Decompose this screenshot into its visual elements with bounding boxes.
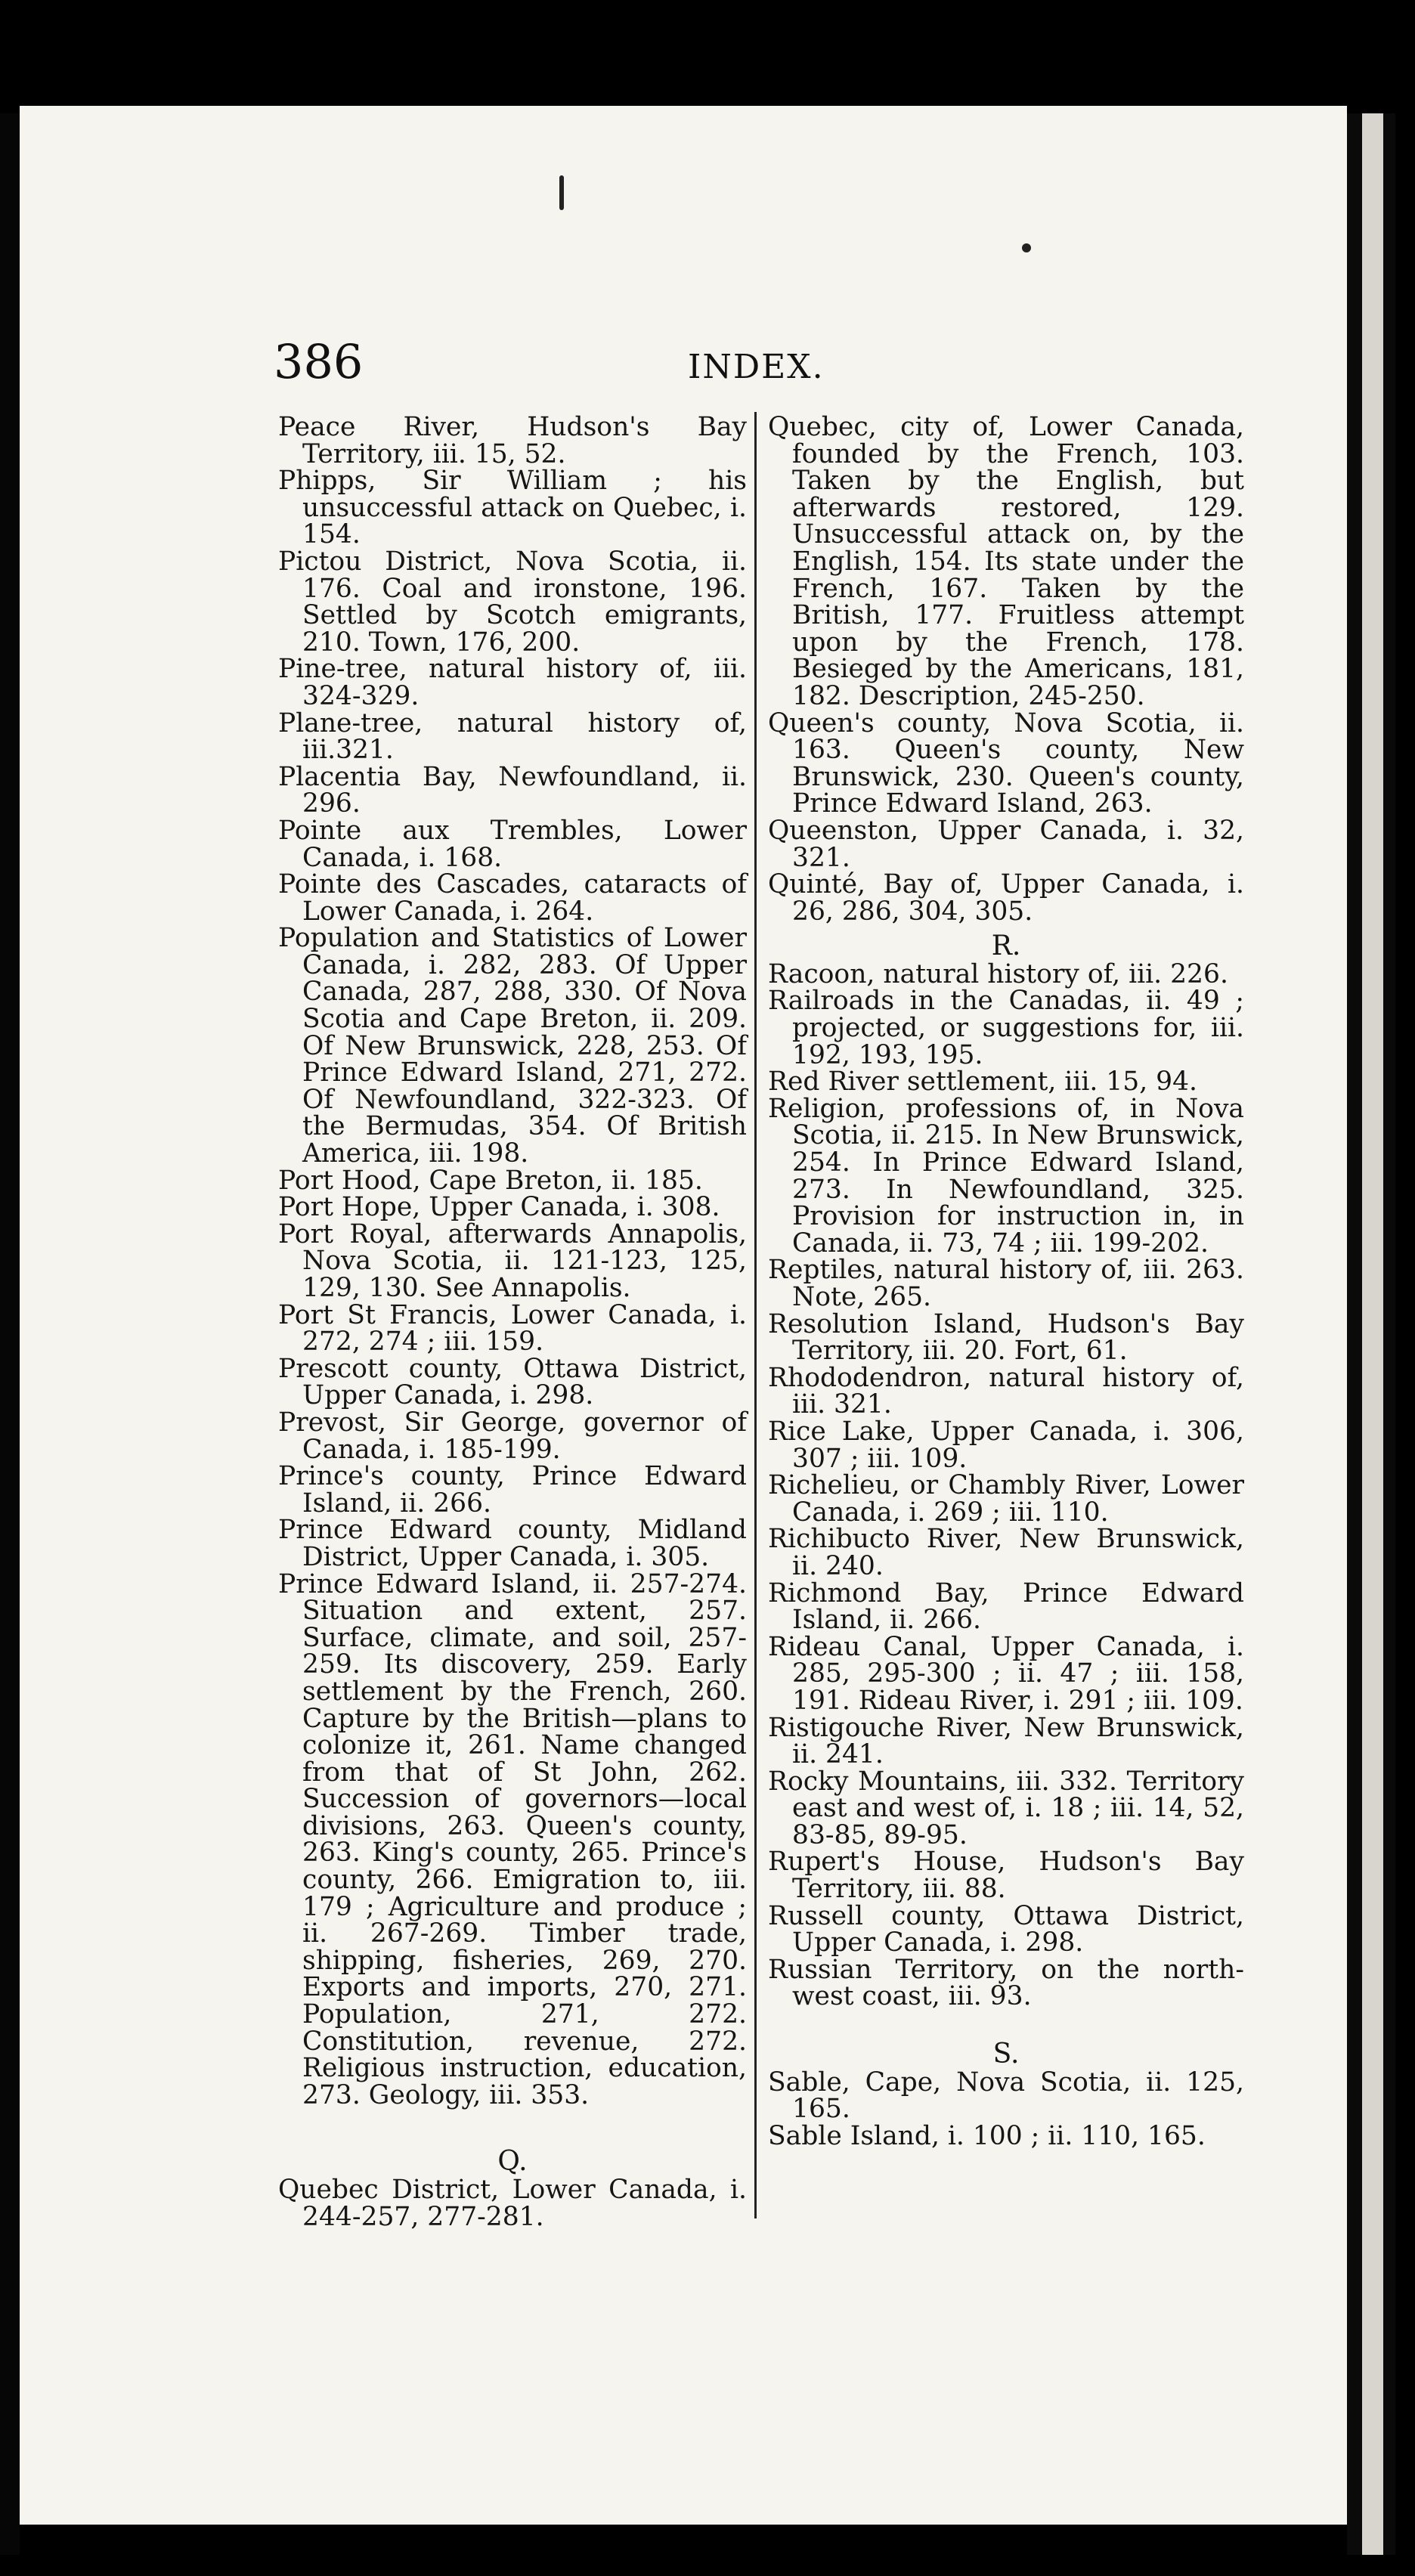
index-entry: Port Hope, Upper Canada, i. 308. — [278, 1192, 720, 1223]
left-column — [278, 414, 747, 2231]
index-entry: Prince Edward county, Midland District, Upper Canada, i. 305. — [278, 1515, 747, 1572]
section-letter-s: S. — [992, 2039, 1020, 2070]
index-entry: Queen's county, Nova Scotia, ii. 163. Queen's county, New Brunswick, 230. Queen's county, Prince Edward Island, 263. — [768, 707, 1244, 819]
index-entry: Ristigouche River, New Brunswick, ii. 241. — [768, 1712, 1244, 1770]
index-entry: Peace River, Hudson's Bay Territory, iii. 15, 52. — [278, 412, 747, 469]
running-head: INDEX. — [688, 348, 825, 386]
right-entries — [768, 414, 1244, 925]
index-entry: Queenston, Upper Canada, i. 32, 321. — [768, 815, 1244, 873]
index-entry: Racoon, natural history of, iii. 226. — [768, 958, 1228, 989]
index-entry: Pine-tree, natural history of, iii. 324-329. — [278, 654, 747, 711]
section-letter-q: Q. — [497, 2146, 528, 2178]
index-entry: Port St Francis, Lower Canada, i. 272, 274 ; iii. 159. — [278, 1299, 747, 1358]
left-film-border — [0, 113, 20, 2555]
index-entry: Sable Island, i. 100 ; ii. 110, 165. — [768, 2120, 1206, 2151]
column-divider — [754, 412, 757, 2218]
right-film-border — [1347, 113, 1395, 2555]
index-entry: Placentia Bay, Newfoundland, ii. 296. — [278, 761, 747, 819]
index-entry: Richibucto River, New Brunswick, ii. 240. — [768, 1524, 1244, 1581]
index-entry: Quebec District, Lower Canada, i. 244-257, 277-281. — [278, 2175, 747, 2232]
index-entry: Port Royal, afterwards Annapolis, Nova Scotia, ii. 121-123, 125, 129, 130. See Annapolis. — [278, 1218, 747, 1303]
right-column — [768, 414, 1244, 2150]
index-entry: Rhododendron, natural history of, iii. 321. — [768, 1362, 1244, 1420]
index-entry: Prevost, Sir George, governor of Canada, i. 185-199. — [278, 1407, 747, 1465]
index-entry: Port Hood, Cape Breton, ii. 185. — [278, 1165, 703, 1196]
left-entries — [278, 414, 747, 2109]
scan-speck — [559, 175, 564, 210]
index-entry: Pointe aux Trembles, Lower Canada, i. 168. — [278, 815, 747, 873]
index-entry: Pictou District, Nova Scotia, ii. 176. Coal and ironstone, 196. Settled by Scotch emigrants, 210. Town, 176, 200. — [278, 546, 747, 658]
index-entry: Prescott county, Ottawa District, Upper Canada, i. 298. — [278, 1353, 747, 1411]
page-number: 386 — [274, 334, 364, 389]
section-letter-r: R. — [991, 930, 1021, 962]
scan-speck — [1022, 243, 1031, 252]
index-entry: Plane-tree, natural history of, iii.321. — [278, 707, 747, 766]
index-entry: Red River settlement, iii. 15, 94. — [768, 1067, 1198, 1098]
left-q-entries — [278, 2177, 747, 2231]
index-entry: Russian Territory, on the north-west coast, iii. 93. — [768, 1954, 1244, 2012]
index-entry: Resolution Island, Hudson's Bay Territory, iii. 20. Fort, 61. — [768, 1308, 1244, 1367]
index-entry: Quinté, Bay of, Upper Canada, i. 26, 286, 304, 305. — [768, 869, 1244, 927]
index-entry: Rice Lake, Upper Canada, i. 306, 307 ; iii. 109. — [768, 1416, 1244, 1474]
index-entry: Sable, Cape, Nova Scotia, ii. 125, 165. — [768, 2067, 1244, 2125]
index-entry: Prince's county, Prince Edward Island, ii. 266. — [278, 1461, 747, 1519]
index-entry: Richelieu, or Chambly River, Lower Canada, i. 269 ; iii. 110. — [768, 1470, 1244, 1528]
index-entry: Pointe des Cascades, cataracts of Lower Canada, i. 264. — [278, 869, 747, 927]
index-entry: Rupert's House, Hudson's Bay Territory, iii. 88. — [768, 1847, 1244, 1905]
index-entry: Quebec, city of, Lower Canada, founded by the French, 103. Taken by the English, but afterwards restored, 129. Unsuccessful attack on, by the English, 154. Its state under the French, 167. Taken by the British, 177. Fruitless attempt upon by the French, 178. Besieged by the Americans, 181, 182. Description, 245-250. — [768, 412, 1244, 711]
index-entry: Railroads in the Canadas, ii. 49 ; projected, or suggestions for, iii. 192, 193, 195. — [768, 986, 1244, 1070]
index-entry: Russell county, Ottawa District, Upper Canada, i. 298. — [768, 1900, 1244, 1958]
index-entry: Prince Edward Island, ii. 257-274. Situation and extent, 257. Surface, climate, and soil, 257-259. Its discovery, 259. Early settlement by the French, 260. Capture by the British—plans to colonize it, 261. Name changed from that of St John, 262. Succession of governors—local divisions, 263. Queen's county, 263. King's county, 265. Prince's county, 266. Emigration to, iii. 179 ; Agriculture and produce ; ii. 267-269. Timber trade, shipping, fisheries, 269, 270. Exports and imports, 270, 271. Population, 271, 272. Constitution, revenue, 272. Religious instruction, education, 273. Geology, iii. 353. — [278, 1568, 747, 2110]
index-entry: Reptiles, natural history of, iii. 263. Note, 265. — [768, 1255, 1244, 1312]
adjacent-page-edge — [1362, 113, 1383, 2555]
index-entry: Phipps, Sir William ; his unsuccessful attack on Quebec, i. 154. — [278, 466, 747, 550]
index-entry: Rideau Canal, Upper Canada, i. 285, 295-300 ; ii. 47 ; iii. 158, 191. Rideau River, i. 291 ; iii. 109. — [768, 1631, 1244, 1716]
right-s-entries — [768, 2067, 1244, 2151]
index-entry: Rocky Mountains, iii. 332. Territory east and west of, i. 18 ; iii. 14, 52, 83-85, 89-95. — [768, 1766, 1244, 1850]
right-r-entries — [768, 958, 1244, 2012]
index-entry: Richmond Bay, Prince Edward Island, ii. 266. — [768, 1577, 1244, 1636]
index-entry: Religion, professions of, in Nova Scotia, ii. 215. In New Brunswick, 254. In Prince Edward Island, 273. In Newfoundland, 325. Provision for instruction in, in Canada, ii. 73, 74 ; iii. 199-202. — [768, 1093, 1244, 1259]
index-entry: Population and Statistics of Lower Canada, i. 282, 283. Of Upper Canada, 287, 288, 330. Of Nova Scotia and Cape Breton, ii. 209. Of New Brunswick, 228, 253. Of Prince Edward Island, 271, 272. Of Newfoundland, 322-323. Of the Bermudas, 354. Of British America, iii. 198. — [278, 923, 747, 1169]
